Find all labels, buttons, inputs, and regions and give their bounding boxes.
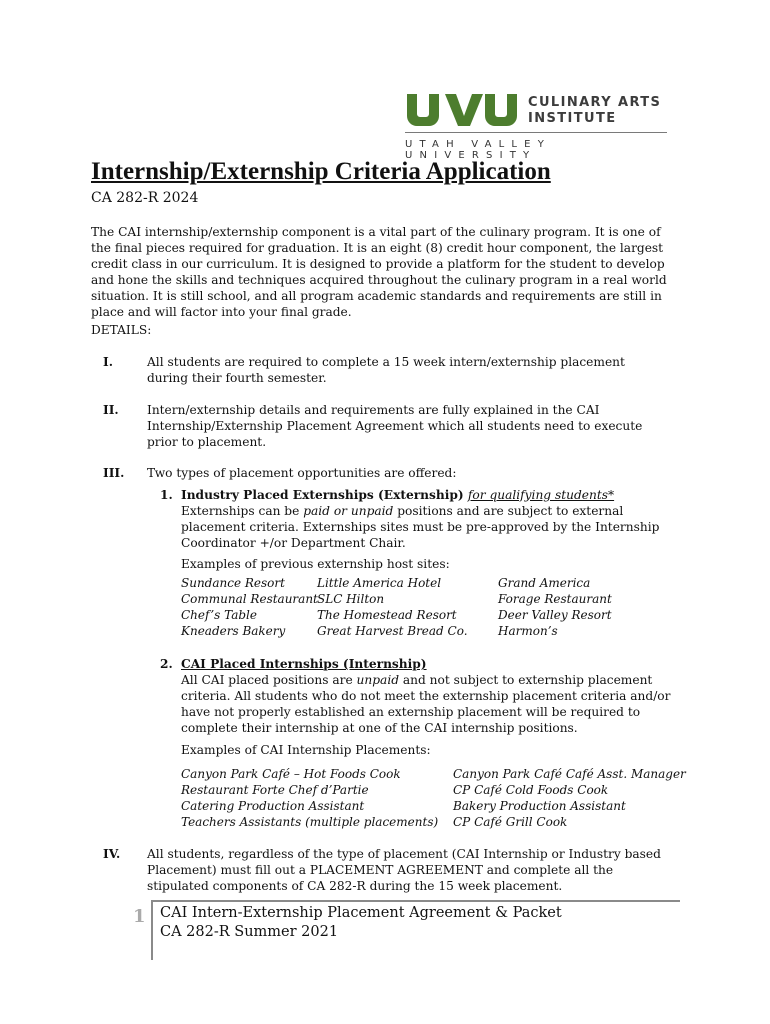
externship-body-post: positions and are subject to external placement criteria. Externships sites must be pre-approved by the Internship Coordinator +/or Department Chair.	[181, 504, 660, 550]
site-item: SLC Hilton	[317, 592, 385, 606]
internship-placements-col-2	[453, 766, 686, 830]
placement-item: Canyon Park Café Café Asst. Manager	[453, 767, 686, 781]
site-item: Harmon’s	[498, 624, 558, 638]
internship-heading: CAI Placed Internships (Internship)	[181, 657, 427, 671]
externship-body	[181, 503, 681, 551]
footer-divider	[152, 900, 680, 902]
site-item: Forage Restaurant	[498, 592, 612, 606]
logo-divider	[405, 132, 667, 133]
externship-sites-col-2	[317, 575, 468, 639]
externship-sites-col-3	[498, 575, 612, 639]
section-number: III.	[103, 466, 125, 480]
internship-body	[181, 672, 681, 736]
footer-line-2: CA 282-R Summer 2021	[160, 924, 339, 940]
internship-placements-col-1	[181, 766, 438, 830]
uvu-mark-icon	[405, 92, 525, 128]
page-number: 1	[133, 906, 146, 927]
placement-item: CP Café Grill Cook	[453, 815, 568, 829]
placement-item: Bakery Production Assistant	[453, 799, 626, 813]
placement-item: Restaurant Forte Chef d’Partie	[181, 783, 369, 797]
section-text: Two types of placement opportunities are offered:	[147, 466, 457, 480]
externship-body-emphasis: paid or unpaid	[303, 504, 394, 518]
subsection-number: 2.	[160, 657, 173, 671]
internship-body-emphasis: unpaid	[356, 673, 400, 687]
uvu-logo	[405, 92, 665, 161]
footer	[160, 904, 562, 942]
footer-line-1: CAI Intern-Externship Placement Agreement & Packet	[160, 905, 562, 921]
site-item: Chef’s Table	[181, 608, 257, 622]
site-item: The Homestead Resort	[317, 608, 457, 622]
section-number: I.	[103, 355, 113, 369]
internship-body-pre: All CAI placed positions are	[181, 673, 357, 687]
logo-line-institute: INSTITUTE	[528, 111, 617, 126]
site-item: Little America Hotel	[317, 576, 442, 590]
site-item: Deer Valley Resort	[498, 608, 612, 622]
internship-examples-label: Examples of CAI Internship Placements:	[181, 743, 431, 757]
subsection-number: 1.	[160, 488, 173, 502]
section-text: All students are required to complete a 15 week intern/externship placement during their fourth semester.	[147, 355, 625, 385]
externship-qualifier: for qualifying students*	[467, 488, 615, 502]
document-code: CA 282-R 2024	[91, 190, 199, 206]
page-title: Internship/Externship Criteria Application	[91, 158, 551, 185]
site-item: Communal Restaurant	[181, 592, 318, 606]
details-label: DETAILS:	[91, 323, 152, 337]
placement-item: Canyon Park Café – Hot Foods Cook	[181, 767, 401, 781]
internship-body-post: and not subject to externship placement criteria. All students who do not meet the externship placement criteria and/or have not properly established an externship placement will be required to complete their internship at one of the CAI internship positions.	[181, 673, 671, 735]
logo-subtitle: UTAH VALLEY UNIVERSITY	[405, 139, 552, 161]
placement-item: Teachers Assistants (multiple placements)	[181, 815, 439, 829]
logo-line-culinary-arts: CULINARY ARTS	[528, 95, 662, 110]
intro-paragraph: The CAI internship/externship component is a vital part of the culinary program. It is one of the final pieces required for graduation. It is an eight (8) credit hour component, the largest credit class in our curriculum. It is designed to provide a platform for the student to develop and hone the skills and techniques acquired throughout the culinary program in a real world situation. It is still school, and all program academic standards and requirements are still in place and will factor into your final grade.	[91, 225, 667, 319]
externship-sites-col-1	[181, 575, 318, 639]
externship-examples-label: Examples of previous externship host sites:	[181, 557, 450, 571]
section-number: II.	[103, 403, 119, 417]
footer-vertical-divider	[151, 900, 153, 960]
site-item: Great Harvest Bread Co.	[317, 624, 468, 638]
section-text: All students, regardless of the type of placement (CAI Internship or Industry based Placement) must fill out a PLACEMENT AGREEMENT and complete all the stipulated components of CA 282-R during the 15 week placement.	[147, 847, 661, 893]
externship-body-pre: Externships can be	[181, 504, 304, 518]
section-number: IV.	[103, 847, 121, 861]
placement-item: Catering Production Assistant	[181, 799, 365, 813]
site-item: Kneaders Bakery	[181, 624, 286, 638]
site-item: Sundance Resort	[181, 576, 285, 590]
externship-heading	[181, 487, 614, 503]
section-text: Intern/externship details and requirements are fully explained in the CAI Internship/Externship Placement Agreement which all students need to execute prior to placement.	[147, 403, 643, 449]
site-item: Grand America	[498, 576, 591, 590]
externship-heading-text: Industry Placed Externships (Externship)	[181, 488, 464, 502]
placement-item: CP Café Cold Foods Cook	[453, 783, 609, 797]
